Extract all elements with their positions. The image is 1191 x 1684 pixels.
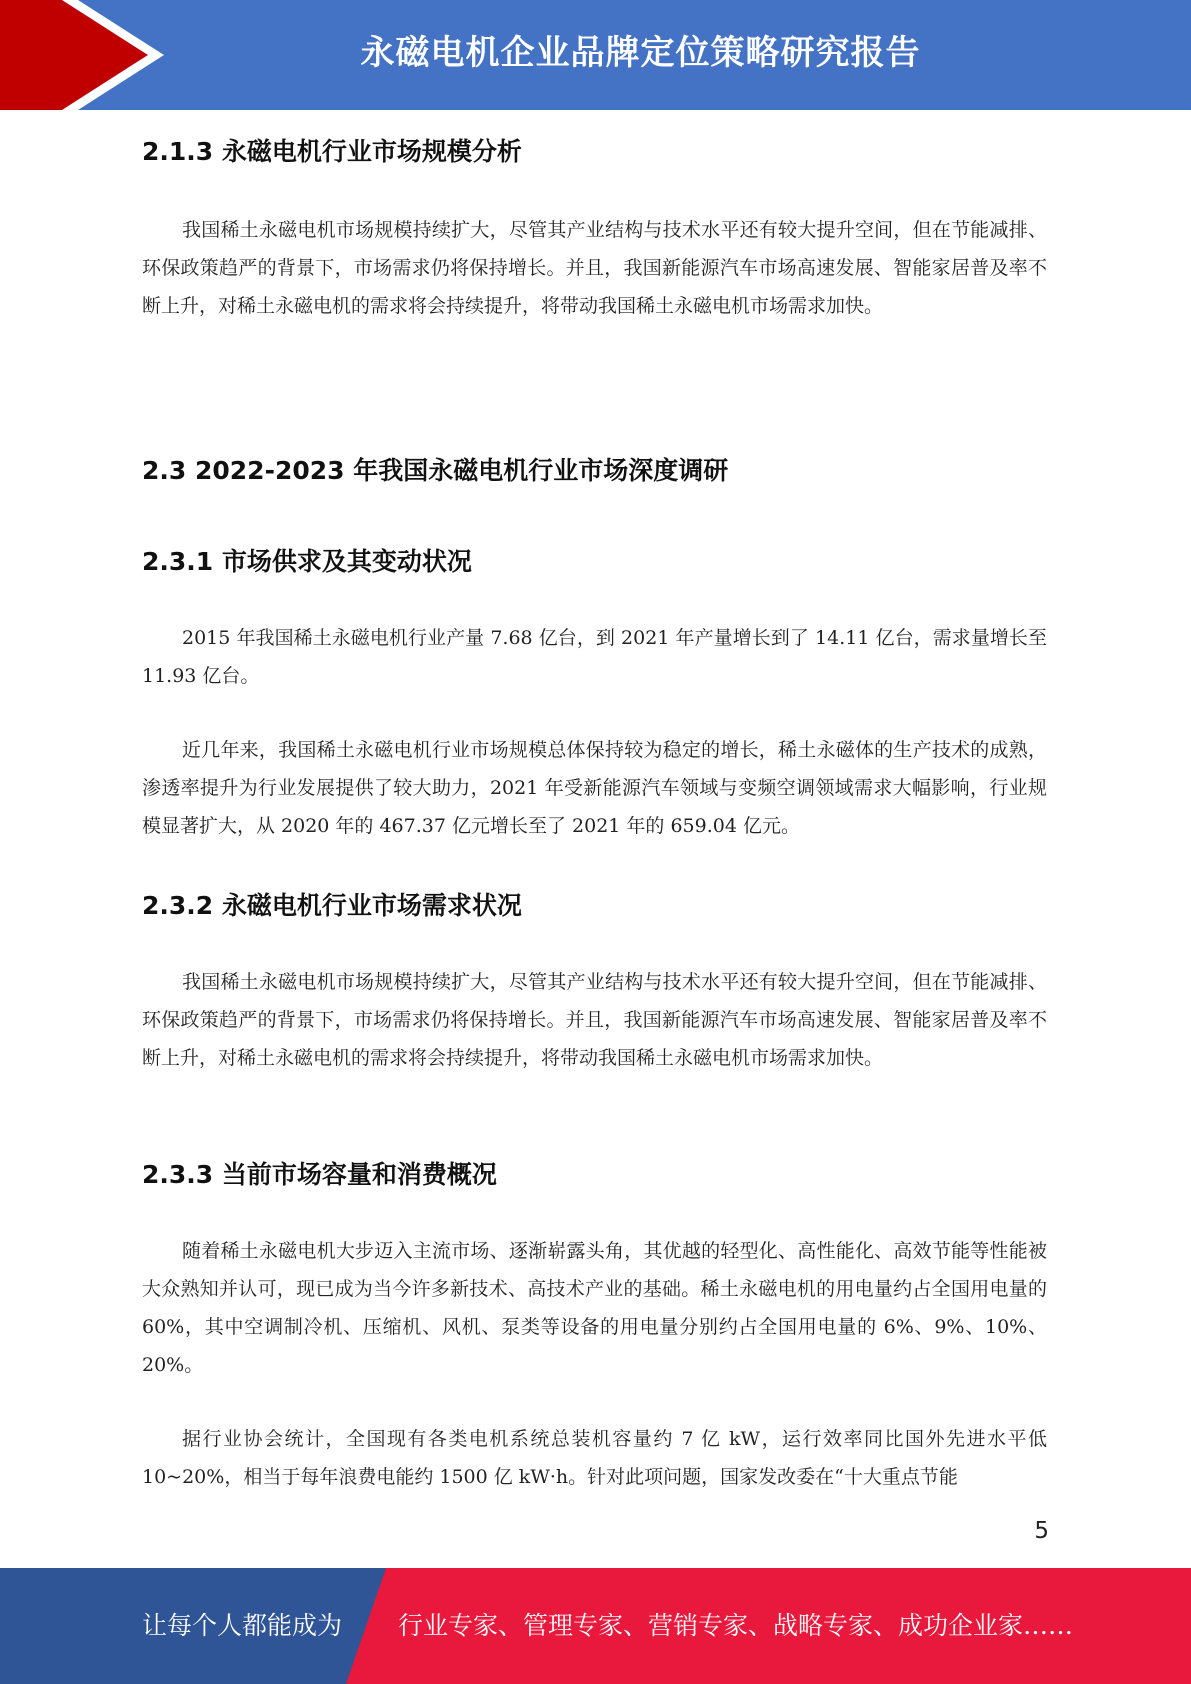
paragraph-2-3-3-a: 随着稀土永磁电机大步迈入主流市场、逐渐崭露头角，其优越的轻型化、高性能化、高效节能等性能被大众熟知并认可，现已成为当今许多新技术、高技术产业的基础。稀土永磁电机的用电量约占全国用电量的 60%，其中空调制冷机、压缩机、风机、泵类等设备的用电量分别约占全国用电量的 6%、9%、10%、20%。 — [142, 1240, 1047, 1376]
heading-2-3-1: 2.3.1 市场供求及其变动状况 — [142, 547, 472, 576]
footer-slogan-left: 让每个人都能成为 — [142, 1611, 343, 1640]
page-header — [0, 0, 1191, 110]
paragraph-2-3-2: 我国稀土永磁电机市场规模持续扩大，尽管其产业结构与技术水平还有较大提升空间，但在节能减排、环保政策趋严的背景下，市场需求仍将保持增长。并且，我国新能源汽车市场高速发展、智能家居普及率不断上升，对稀土永磁电机的需求将会持续提升，将带动我国稀土永磁电机市场需求加快。 — [142, 971, 1047, 1069]
paragraph-2-3-1-a: 2015 年我国稀土永磁电机行业产量 7.68 亿台，到 2021 年产量增长到了 14.11 亿台，需求量增长至 11.93 亿台。 — [142, 627, 1047, 687]
heading-2-1-3: 2.1.3 永磁电机行业市场规模分析 — [142, 137, 522, 166]
page-number: 5 — [1034, 1518, 1049, 1544]
paragraph-2-1-3: 我国稀土永磁电机市场规模持续扩大，尽管其产业结构与技术水平还有较大提升空间，但在节能减排、环保政策趋严的背景下，市场需求仍将保持增长。并且，我国新能源汽车市场高速发展、智能家居普及率不断上升，对稀土永磁电机的需求将会持续提升，将带动我国稀土永磁电机市场需求加快。 — [142, 219, 1047, 317]
footer-slogan-right: 行业专家、管理专家、营销专家、战略专家、成功企业家…… — [398, 1611, 1074, 1640]
report-title: 永磁电机企业品牌定位策略研究报告 — [360, 33, 921, 73]
paragraph-2-3-3-b: 据行业协会统计，全国现有各类电机系统总装机容量约 7 亿 kW，运行效率同比国外先进水平低 10~20%，相当于每年浪费电能约 1500 亿 kW·h。针对此项问题，国家发改委在“十大重点节能 — [142, 1428, 1047, 1488]
heading-2-3-2: 2.3.2 永磁电机行业市场需求状况 — [142, 891, 522, 920]
heading-2-3-3: 2.3.3 当前市场容量和消费概况 — [142, 1160, 497, 1189]
paragraph-2-3-1-b: 近几年来，我国稀土永磁电机行业市场规模总体保持较为稳定的增长，稀土永磁体的生产技术的成熟，渗透率提升为行业发展提供了较大助力，2021 年受新能源汽车领域与变频空调领域需求大幅影响，行业规模显著扩大，从 2020 年的 467.37 亿元增长至了 2021 年的 659.04 亿元。 — [142, 739, 1047, 837]
page-footer — [0, 1568, 1191, 1684]
heading-2-3: 2.3 2022-2023 年我国永磁电机行业市场深度调研 — [142, 456, 729, 485]
